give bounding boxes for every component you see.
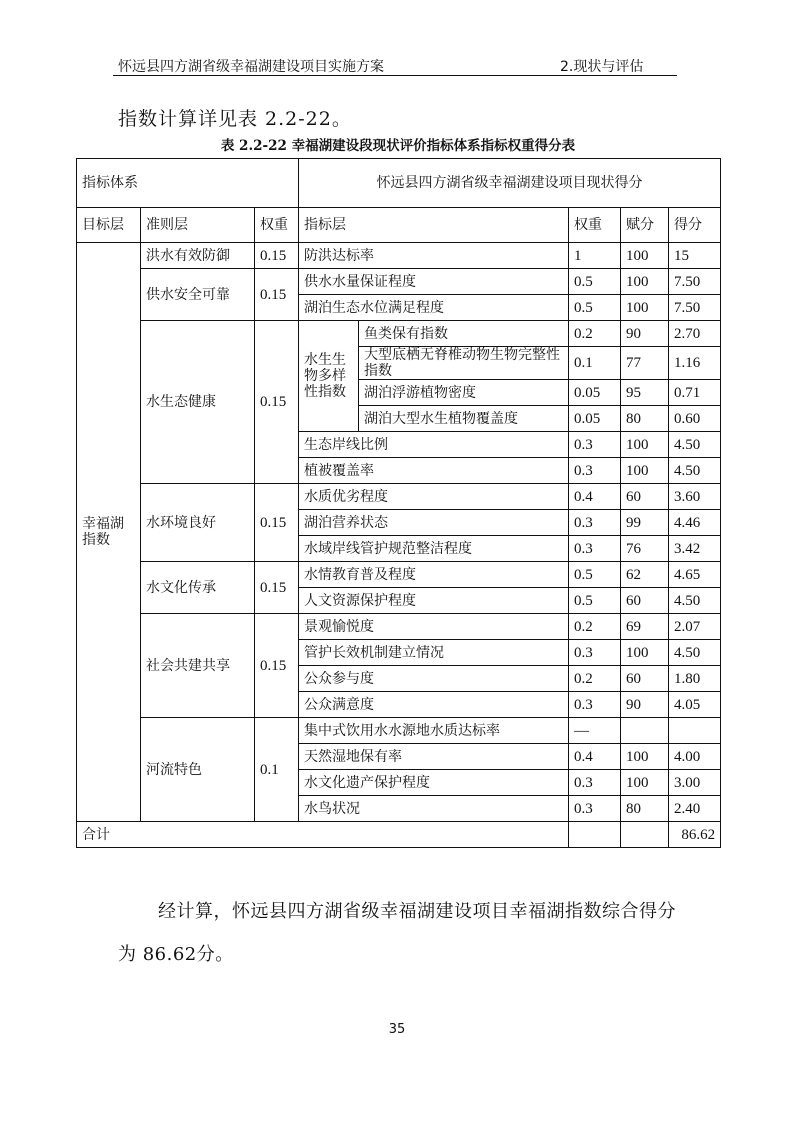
criterion-name: 水环境良好 [141, 484, 255, 562]
score-table [76, 158, 721, 848]
indicator-assigned [621, 718, 669, 744]
indicator-weight: 0.5 [569, 295, 621, 321]
indicator-score: 1.80 [669, 666, 721, 692]
criterion-name: 洪水有效防御 [141, 243, 255, 269]
indicator-assigned: 76 [621, 536, 669, 562]
table-head-row-2 [77, 208, 721, 243]
indicator-score: 4.00 [669, 744, 721, 770]
indicator-weight: 0.5 [569, 588, 621, 614]
indicator-name: 水情教育普及程度 [299, 562, 569, 588]
table-head-row-1 [77, 159, 721, 208]
indicator-score: 4.05 [669, 692, 721, 718]
table-row [77, 562, 721, 588]
indicator-name: 生态岸线比例 [299, 432, 569, 458]
table-row [77, 269, 721, 295]
indicator-name: 植被覆盖率 [299, 458, 569, 484]
indicator-weight: 0.3 [569, 510, 621, 536]
indicator-weight: 0.4 [569, 484, 621, 510]
indicator-assigned: 77 [621, 347, 669, 380]
indicator-assigned: 100 [621, 640, 669, 666]
total-weight-empty [569, 822, 621, 848]
indicator-score: 4.50 [669, 588, 721, 614]
criterion-weight: 0.15 [255, 269, 299, 321]
indicator-weight: 0.05 [569, 406, 621, 432]
total-row [77, 822, 721, 848]
table-row [77, 484, 721, 510]
indicator-score: 4.50 [669, 432, 721, 458]
indicator-name: 防洪达标率 [299, 243, 569, 269]
indicator-name: 湖泊浮游植物密度 [359, 380, 569, 406]
head-indicator-weight: 权重 [569, 208, 621, 243]
indicator-name: 公众参与度 [299, 666, 569, 692]
indicator-name: 管护长效机制建立情况 [299, 640, 569, 666]
table-caption: 表 2.2-22 幸福湖建设段现状评价指标体系指标权重得分表 [220, 138, 576, 154]
indicator-assigned: 100 [621, 243, 669, 269]
intro-text: 指数计算详见表 2.2-22。 [118, 108, 352, 130]
indicator-weight: — [569, 718, 621, 744]
header-doc-title: 怀远县四方湖省级幸福湖建设项目实施方案 [118, 59, 384, 75]
criterion-weight: 0.15 [255, 562, 299, 614]
indicator-assigned: 60 [621, 588, 669, 614]
indicator-name: 供水水量保证程度 [299, 269, 569, 295]
indicator-assigned: 100 [621, 458, 669, 484]
indicator-assigned: 100 [621, 295, 669, 321]
target-name: 幸福湖指数 [77, 243, 141, 822]
table-row [77, 614, 721, 640]
head-assigned-score: 赋分 [621, 208, 669, 243]
header-section: 2.现状与评估 [560, 59, 644, 75]
indicator-weight: 0.3 [569, 432, 621, 458]
criterion-weight: 0.15 [255, 614, 299, 718]
criterion-name: 河流特色 [141, 718, 255, 822]
sub-indicator-group: 水生生物多样性指数 [299, 321, 359, 432]
indicator-score: 2.70 [669, 321, 721, 347]
indicator-assigned: 100 [621, 432, 669, 458]
indicator-score: 4.50 [669, 640, 721, 666]
indicator-score: 4.65 [669, 562, 721, 588]
indicator-score: 0.60 [669, 406, 721, 432]
summary-paragraph [118, 890, 698, 976]
indicator-assigned: 99 [621, 510, 669, 536]
head-indicator-layer: 指标层 [299, 208, 569, 243]
indicator-name: 湖泊生态水位满足程度 [299, 295, 569, 321]
table-row [77, 321, 721, 347]
table-row [77, 718, 721, 744]
indicator-score: 7.50 [669, 269, 721, 295]
indicator-name: 人文资源保护程度 [299, 588, 569, 614]
indicator-assigned: 69 [621, 614, 669, 640]
criterion-name: 水生态健康 [141, 321, 255, 484]
indicator-score: 7.50 [669, 295, 721, 321]
criterion-name: 水文化传承 [141, 562, 255, 614]
indicator-assigned: 90 [621, 692, 669, 718]
criterion-name: 供水安全可靠 [141, 269, 255, 321]
indicator-score: 15 [669, 243, 721, 269]
head-criterion-weight: 权重 [255, 208, 299, 243]
indicator-score: 1.16 [669, 347, 721, 380]
head-project-score: 怀远县四方湖省级幸福湖建设项目现状得分 [299, 159, 721, 208]
indicator-assigned: 100 [621, 770, 669, 796]
indicator-score: 3.00 [669, 770, 721, 796]
head-target-layer: 目标层 [77, 208, 141, 243]
indicator-name: 水质优劣程度 [299, 484, 569, 510]
indicator-name: 水鸟状况 [299, 796, 569, 822]
criterion-weight: 0.15 [255, 484, 299, 562]
indicator-weight: 0.3 [569, 796, 621, 822]
page-number: 35 [388, 1022, 406, 1037]
indicator-assigned: 80 [621, 796, 669, 822]
indicator-score [669, 718, 721, 744]
indicator-weight: 0.3 [569, 770, 621, 796]
criterion-weight: 0.15 [255, 243, 299, 269]
criterion-weight: 0.1 [255, 718, 299, 822]
indicator-score: 3.42 [669, 536, 721, 562]
total-score: 86.62 [669, 822, 721, 848]
head-indicator-system: 指标体系 [77, 159, 299, 208]
indicator-weight: 0.3 [569, 640, 621, 666]
indicator-score: 4.50 [669, 458, 721, 484]
indicator-name: 天然湿地保有率 [299, 744, 569, 770]
summary-line-1: 经计算，怀远县四方湖省级幸福湖建设项目幸福湖指数综合得分 [158, 901, 676, 922]
indicator-weight: 0.4 [569, 744, 621, 770]
criterion-weight: 0.15 [255, 321, 299, 484]
indicator-name: 公众满意度 [299, 692, 569, 718]
indicator-weight: 0.1 [569, 347, 621, 380]
header-rule [113, 75, 677, 76]
indicator-score: 0.71 [669, 380, 721, 406]
indicator-score: 3.60 [669, 484, 721, 510]
indicator-name: 集中式饮用水水源地水质达标率 [299, 718, 569, 744]
indicator-name: 水文化遗产保护程度 [299, 770, 569, 796]
indicator-assigned: 90 [621, 321, 669, 347]
indicator-weight: 0.3 [569, 692, 621, 718]
summary-line-2: 为 86.62分。 [118, 944, 234, 965]
indicator-name: 湖泊大型水生植物覆盖度 [359, 406, 569, 432]
table-row [77, 243, 721, 269]
indicator-weight: 1 [569, 243, 621, 269]
indicator-assigned: 100 [621, 269, 669, 295]
indicator-assigned: 60 [621, 666, 669, 692]
total-assigned-empty [621, 822, 669, 848]
indicator-name: 水域岸线管护规范整洁程度 [299, 536, 569, 562]
head-criterion-layer: 准则层 [141, 208, 255, 243]
indicator-weight: 0.2 [569, 666, 621, 692]
indicator-weight: 0.5 [569, 269, 621, 295]
indicator-weight: 0.3 [569, 536, 621, 562]
indicator-weight: 0.05 [569, 380, 621, 406]
indicator-score: 2.40 [669, 796, 721, 822]
indicator-assigned: 60 [621, 484, 669, 510]
indicator-name: 鱼类保有指数 [359, 321, 569, 347]
indicator-name: 湖泊营养状态 [299, 510, 569, 536]
head-score: 得分 [669, 208, 721, 243]
total-label: 合计 [77, 822, 569, 848]
indicator-weight: 0.2 [569, 321, 621, 347]
criterion-name: 社会共建共享 [141, 614, 255, 718]
indicator-assigned: 62 [621, 562, 669, 588]
indicator-weight: 0.5 [569, 562, 621, 588]
indicator-name: 大型底栖无脊椎动物生物完整性指数 [359, 347, 569, 380]
indicator-assigned: 100 [621, 744, 669, 770]
indicator-score: 2.07 [669, 614, 721, 640]
indicator-score: 4.46 [669, 510, 721, 536]
indicator-assigned: 80 [621, 406, 669, 432]
indicator-weight: 0.3 [569, 458, 621, 484]
indicator-weight: 0.2 [569, 614, 621, 640]
indicator-assigned: 95 [621, 380, 669, 406]
indicator-name: 景观愉悦度 [299, 614, 569, 640]
